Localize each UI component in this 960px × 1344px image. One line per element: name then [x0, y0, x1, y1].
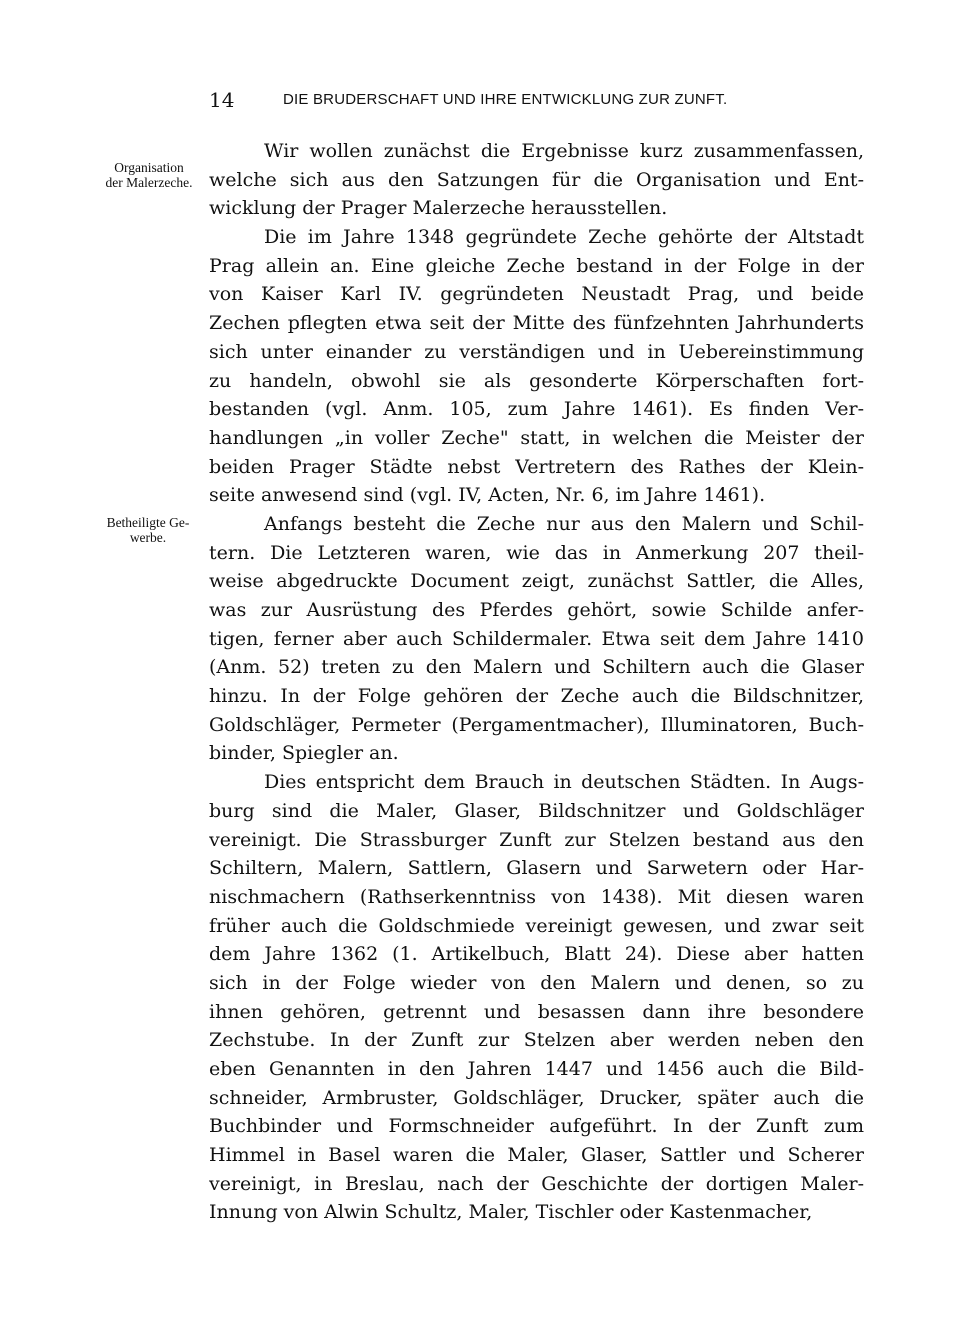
text-line: Zechstube. In der Zunft zur Stelzen aber werden neben den: [209, 1029, 864, 1052]
text-line: früher auch die Goldschmiede vereinigt gewesen, und zwar seit: [209, 914, 864, 937]
text-line: von Kaiser Karl IV. gegründeten Neustadt Prag, und beide: [209, 283, 864, 306]
text-line: Anfangs besteht die Zeche nur aus den Malern und Schil-: [264, 512, 864, 535]
margin-note-line: Organisation: [114, 160, 184, 175]
paragraph: [209, 223, 864, 510]
running-title: DIE BRUDERSCHAFT UND IHRE ENTWICKLUNG ZUR ZUNFT.: [283, 91, 728, 108]
text-line: vereinigt. Die Strassburger Zunft zur Stelzen bestand aus den: [209, 828, 864, 851]
margin-note-line: Betheiligte Ge-: [106, 515, 190, 530]
text-line: Prag allein an. Eine gleiche Zeche bestand in der Folge in der: [209, 254, 864, 277]
text-line: hinzu. In der Folge gehören der Zeche auch die Bildschnitzer,: [209, 685, 864, 708]
text-line: seite anwesend sind (vgl. IV, Acten, Nr. 6, im Jahre 1461).: [209, 484, 766, 507]
text-line: burg sind die Maler, Glaser, Bildschnitzer und Goldschläger: [209, 799, 864, 822]
text-line: (Anm. 52) treten zu den Malern und Schiltern auch die Glaser: [209, 656, 864, 679]
text-line: tigen, ferner aber auch Schildermaler. Etwa seit dem Jahre 1410: [209, 627, 864, 650]
text-line: Wir wollen zunächst die Ergebnisse kurz zusammenfassen,: [264, 140, 864, 162]
text-line: Buchbinder und Formschneider aufgeführt. In der Zunft zum: [209, 1115, 864, 1138]
margin-note-line: der Malerzeche.: [105, 175, 193, 190]
text-line: sich in der Folge wieder von den Malern und denen, so zu: [209, 971, 864, 994]
text-line: eben Genannten in den Jahren 1447 und 1456 auch die Bild-: [209, 1058, 864, 1080]
text-line: Himmel in Basel waren die Maler, Glaser, Sattler und Scherer: [209, 1144, 864, 1167]
page-number: 14: [209, 88, 235, 112]
paragraph: [209, 510, 864, 768]
text-line: dem Jahre 1362 (1. Artikelbuch, Blatt 24). Diese aber hatten: [209, 943, 864, 966]
text-line: weise abgedruckte Document zeigt, zunächst Sattler, die Alles,: [209, 570, 864, 593]
text-line: sich unter einander zu verständigen und in Uebereinstimmung: [209, 340, 864, 363]
text-line: ihnen gehören, getrennt und besassen dann ihre besondere: [209, 1000, 864, 1023]
body-text: [209, 137, 864, 1227]
paragraph: [209, 137, 864, 223]
text-line: binder, Spiegler an.: [209, 742, 399, 765]
text-line: zu handeln, obwohl sie als gesonderte Körperschaften fort-: [209, 369, 864, 392]
text-line: nischmachern (Rathserkenntniss von 1438). Mit diesen waren: [209, 885, 864, 908]
text-line: Goldschläger, Permeter (Pergamentmacher), Illuminatoren, Buch-: [209, 713, 864, 736]
text-line: handlungen „in voller Zeche" statt, in welchen die Meister der: [209, 426, 864, 449]
margin-note-line: werbe.: [129, 530, 167, 545]
text-line: Die im Jahre 1348 gegründete Zeche gehörte der Altstadt: [264, 226, 864, 249]
text-line: bestanden (vgl. Anm. 105, zum Jahre 1461). Es finden Ver-: [209, 398, 864, 421]
text-line: Innung von Alwin Schultz, Maler, Tischler oder Kastenmacher,: [209, 1201, 813, 1224]
text-line: Zechen pflegten etwa seit der Mitte des fünfzehnten Jahrhunderts: [209, 312, 864, 335]
text-line: beiden Prager Städte nebst Vertretern des Rathes der Klein-: [209, 455, 864, 478]
text-line: vereinigt, in Breslau, nach der Geschichte der dortigen Maler-: [209, 1172, 864, 1195]
text-line: Dies entspricht dem Brauch in deutschen Städten. In Augs-: [264, 771, 864, 794]
text-line: Schiltern, Malern, Sattlern, Glasern und Sarwetern oder Har-: [209, 857, 864, 880]
text-line: was zur Ausrüstung des Pferdes gehört, sowie Schilde anfer-: [209, 599, 864, 621]
paragraph: [209, 768, 864, 1227]
page-header: [209, 88, 864, 112]
text-line: tern. Die Letzteren waren, wie das in Anmerkung 207 theil-: [209, 541, 864, 564]
text-line: wicklung der Prager Malerzeche herausstellen.: [209, 197, 668, 220]
margin-note-gewerbe: [90, 515, 206, 545]
text-line: welche sich aus den Satzungen für die Organisation und Ent-: [209, 168, 864, 191]
margin-note-organisation: [93, 160, 205, 190]
text-line: schneider, Armbruster, Goldschläger, Drucker, später auch die: [209, 1086, 864, 1109]
